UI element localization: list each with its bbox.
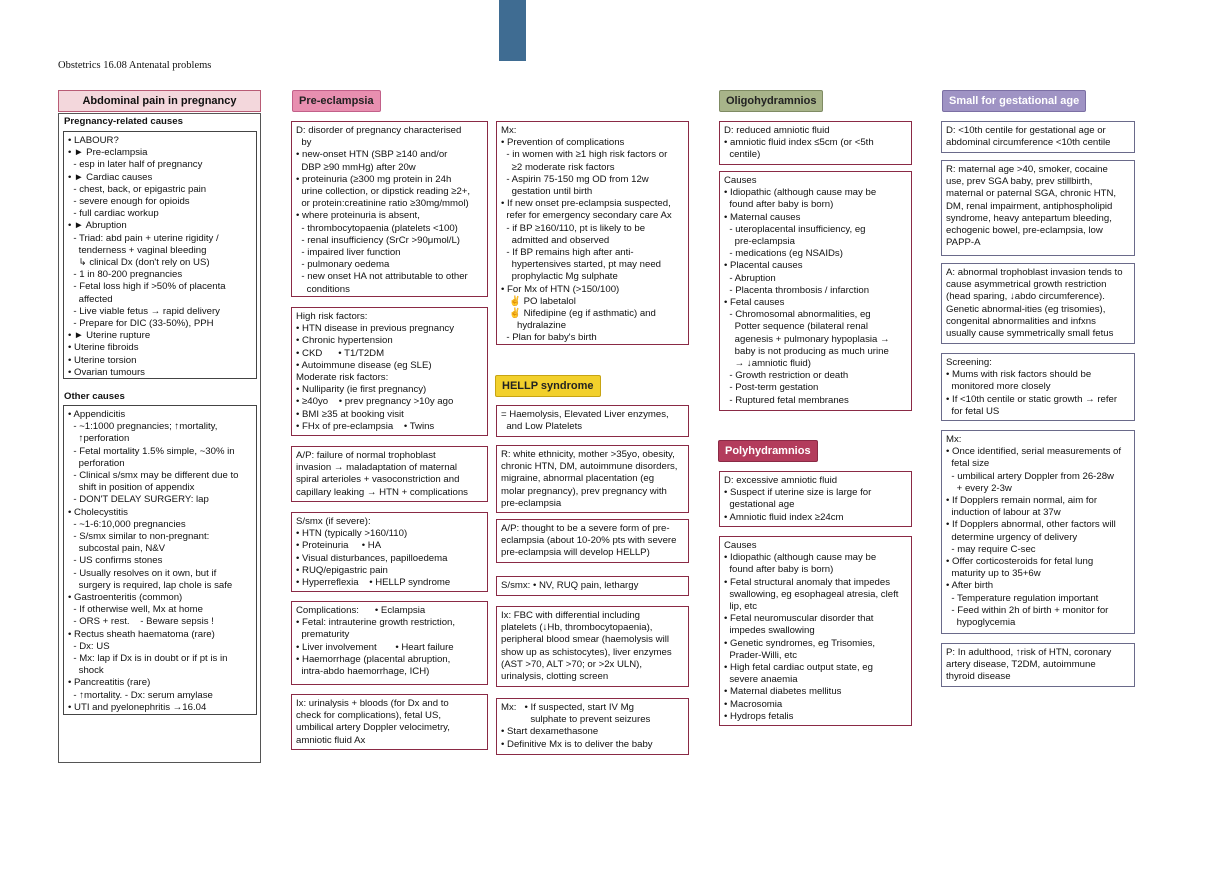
polyhydramnios-definition: D: excessive amniotic fluid • Suspect if uterine size is large for gestational age • Amniotic fluid index ≥24cm <box>719 471 912 527</box>
sga-header: Small for gestational age <box>942 90 1086 112</box>
sga-aetiology: A: abnormal trophoblast invasion tends to cause asymmetrical growth restriction (head sparing, ↓abdo circumference). Genetic abnormal-ities (eg trisomies), congenital abnormalities and infxns usually cause symmetrically small fetus <box>941 263 1135 344</box>
sga-definition: D: <10th centile for gestational age or abdominal circumference <10th centile <box>941 121 1135 153</box>
page-title: Obstetrics 16.08 Antenatal problems <box>58 60 212 71</box>
sga-prognosis: P: In adulthood, ↑risk of HTN, coronary artery disease, T2DM, autoimmune thyroid disease <box>941 643 1135 687</box>
pre-eclampsia-investigations: Ix: urinalysis + bloods (for Dx and to check for complications), fetal US, umbilical artery Doppler velocimetry, amniotic fluid Ax <box>291 694 488 750</box>
polyhydramnios-header: Polyhydramnios <box>718 440 818 462</box>
hellp-investigations: Ix: FBC with differential including platelets (↓Hb, thrombocytopaenia), peripheral blood smear (haemolysis will show up as schistocytes), liver enzymes (AST >70, ALT >70; or >2x ULN), urinalysis, clotting screen <box>496 606 689 687</box>
pre-eclampsia-pathophysiology: A/P: failure of normal trophoblast invasion → maladaptation of maternal spiral arterioles + vasoconstriction and capillary leaking → HTN + complications <box>291 446 488 502</box>
sga-management: Mx: • Once identified, serial measurements of fetal size - umbilical artery Doppler from 26-28w + every 2-3w • If Dopplers remain normal, aim for induction of labour at 37w • If Dopplers abnormal, other factors will determine urgency of delivery - may require C-sec • Offer corticosteroids for fetal lung maturity up to 35+6w • After birth - Temperature regulation important - Feed within 2h of birth + monitor for hypoglycemia <box>941 430 1135 634</box>
hellp-pathophysiology: A/P: thought to be a severe form of pre- eclampsia (about 10-20% pts with severe pre-eclampsia will develop HELLP) <box>496 519 689 563</box>
pre-eclampsia-header: Pre-eclampsia <box>292 90 381 112</box>
pre-eclampsia-symptoms: S/smx (if severe): • HTN (typically >160/110) • Proteinuria • HA • Visual disturbances, papilloedema • RUQ/epigastric pain • Hyperreflexia • HELLP syndrome <box>291 512 488 592</box>
pre-eclampsia-complications: Complications: • Eclampsia • Fetal: intrauterine growth restriction, prematurity • Liver involvement • Heart failure • Haemorrhage (placental abruption, intra-abdo haemorrhage, ICH) <box>291 601 488 685</box>
pre-eclampsia-definition: D: disorder of pregnancy characterised by • new-onset HTN (SBP ≥140 and/or DBP ≥90 mmHg) after 20w • proteinuria (≥300 mg protein in 24h urine collection, or dipstick reading ≥2+, or protein:creatinine ratio ≥30mg/mmol) • where proteinuria is absent, - thrombocytopaenia (platelets <100) - renal insufficiency (SrCr >90μmol/L) - impaired liver function - pulmonary oedema - new onset HA not attributable to other conditions <box>291 121 488 297</box>
other-causes-heading: Other causes <box>64 391 125 402</box>
top-color-tab <box>499 0 526 61</box>
oligohydramnios-definition: D: reduced amniotic fluid • amniotic fluid index ≤5cm (or <5th centile) <box>719 121 912 165</box>
hellp-management: Mx: • If suspected, start IV Mg sulphate to prevent seizures • Start dexamethasone • Definitive Mx is to deliver the baby <box>496 698 689 755</box>
polyhydramnios-causes: Causes • Idiopathic (although cause may be found after baby is born) • Fetal structural anomaly that impedes swallowing, eg esophageal atresia, cleft lip, etc • Fetal neuromuscular disorder that impedes swallowing • Genetic syndromes, eg Trisomies, Prader-Willi, etc • High fetal cardiac output state, eg severe anaemia • Maternal diabetes mellitus • Macrosomia • Hydrops fetalis <box>719 536 912 726</box>
hellp-definition: = Haemolysis, Elevated Liver enzymes, and Low Platelets <box>496 405 689 437</box>
pregnancy-related-causes-box: • LABOUR? • ► Pre-eclampsia - esp in later half of pregnancy • ► Cardiac causes - chest, back, or epigastric pain - severe enough for opioids - full cardiac workup • ► Abruption - Triad: abd pain + uterine rigidity / tenderness + vaginal bleeding ↳ clinical Dx (don't rely on US) - 1 in 80-200 pregnancies - Fetal loss high if >50% of placenta affected - Live viable fetus → rapid delivery - Prepare for DIC (33-50%), PPH • ► Uterine rupture • Uterine fibroids • Uterine torsion • Ovarian tumours <box>63 131 257 379</box>
pre-eclampsia-management: Mx: • Prevention of complications - in women with ≥1 high risk factors or ≥2 moderate risk factors - Aspirin 75-150 mg OD from 12w gestation until birth • If new onset pre-eclampsia suspected, refer for emergency secondary care Ax - if BP ≥160/110, pt is likely to be admitted and observed - If BP remains high after anti- hypertensives started, pt may need prophylactic Mg sulphate • For Mx of HTN (>150/100) ✌ PO labetalol ✌ Nifedipine (eg if asthmatic) and hydralazine - Plan for baby's birth <box>496 121 689 345</box>
hellp-header: HELLP syndrome <box>495 375 601 397</box>
sga-screening: Screening: • Mums with risk factors should be monitored more closely • If <10th centile or static growth → refer for fetal US <box>941 353 1135 421</box>
abdominal-pain-header: Abdominal pain in pregnancy <box>58 90 261 112</box>
pre-eclampsia-risk-factors: High risk factors: • HTN disease in previous pregnancy • Chronic hypertension • CKD • T1/T2DM • Autoimmune disease (eg SLE) Moderate risk factors: • Nulliparity (ie first pregnancy) • ≥40yo • prev pregnancy >10y ago • BMI ≥35 at booking visit • FHx of pre-eclampsia • Twins <box>291 307 488 436</box>
hellp-symptoms: S/smx: • NV, RUQ pain, lethargy <box>496 576 689 596</box>
pregnancy-related-causes-heading: Pregnancy-related causes <box>64 116 183 127</box>
oligohydramnios-causes: Causes • Idiopathic (although cause may be found after baby is born) • Maternal causes - uteroplacental insufficiency, eg pre-eclampsia - medications (eg NSAIDs) • Placental causes - Abruption - Placenta thrombosis / infarction • Fetal causes - Chromosomal abnormalities, eg Potter sequence (bilateral renal agenesis + pulmonary hypoplasia → baby is not producing as much urine → ↓amniotic fluid) - Growth restriction or death - Post-term gestation - Ruptured fetal membranes <box>719 171 912 411</box>
other-causes-box: • Appendicitis - ~1:1000 pregnancies; ↑mortality, ↑perforation - Fetal mortality 1.5% simple, ~30% in perforation - Clinical s/smx may be different due to shift in position of appendix - DON'T DELAY SURGERY: lap • Cholecystitis - ~1-6:10,000 pregnancies - S/smx similar to non-pregnant: subcostal pain, N&V - US confirms stones - Usually resolves on it own, but if surgery is required, lap chole is safe • Gastroenteritis (common) - If otherwise well, Mx at home - ORS + rest. - Beware sepsis ! • Rectus sheath haematoma (rare) - Dx: US - Mx: lap if Dx is in doubt or if pt is in shock • Pancreatitis (rare) - ↑mortality. - Dx: serum amylase • UTI and pyelonephritis →16.04 <box>63 405 257 715</box>
sga-risk-factors: R: maternal age >40, smoker, cocaine use, prev SGA baby, prev stillbirth, maternal or paternal SGA, chronic HTN, DM, renal impairment, antiphospholipid syndrome, heavy antepartum bleeding, echogenic bowel, pre-eclampsia, low PAPP-A <box>941 160 1135 256</box>
hellp-risk-factors: R: white ethnicity, mother >35yo, obesity, chronic HTN, DM, autoimmune disorders, migraine, abnormal placentation (eg molar pregnancy), prev pregnancy with pre-eclampsia <box>496 445 689 513</box>
oligohydramnios-header: Oligohydramnios <box>719 90 823 112</box>
